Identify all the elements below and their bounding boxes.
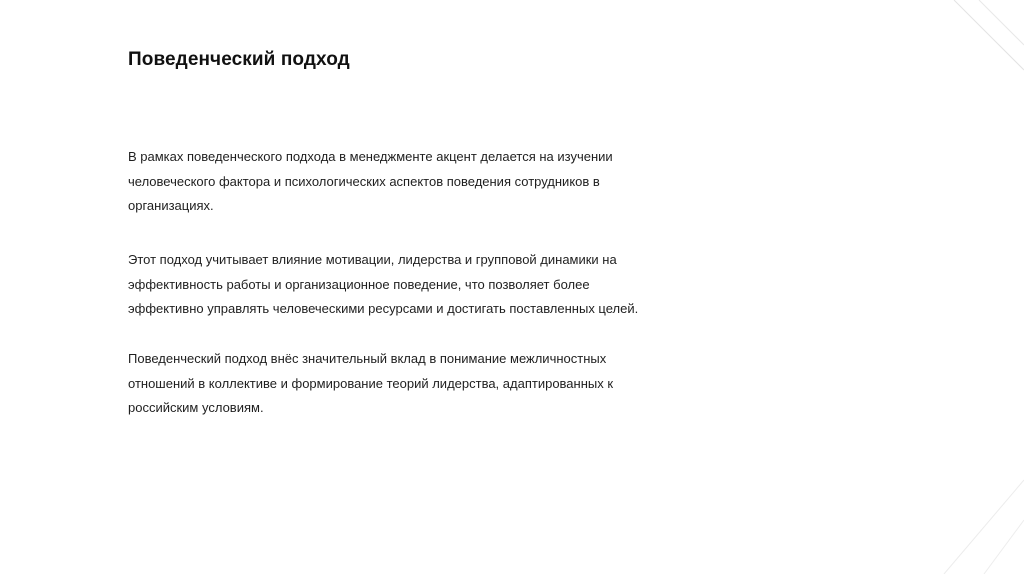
corner-line-2 — [979, 0, 1024, 45]
paragraph-line: организациях. — [128, 198, 214, 213]
corner-line-4 — [984, 520, 1024, 574]
corner-line-3 — [944, 480, 1024, 574]
paragraph-line: Этот подход учитывает влияние мотивации, лидерства и групповой динамики на — [128, 252, 617, 267]
paragraph-line: эффективно управлять человеческими ресурсами и достигать поставленных целей. — [128, 301, 639, 316]
slide-title: Поведенческий подход — [128, 49, 350, 70]
paragraph-line: Поведенческий подход внёс значительный вклад в понимание межличностных — [128, 351, 607, 366]
corner-decoration — [934, 0, 1024, 574]
paragraph-2 — [128, 248, 688, 322]
paragraph-line: российским условиям. — [128, 400, 264, 415]
paragraph-line: эффективность работы и организационное поведение, что позволяет более — [128, 276, 590, 292]
paragraph-line: В рамках поведенческого подхода в менеджменте акцент делается на изучении — [128, 149, 613, 164]
paragraph-1 — [128, 145, 688, 219]
paragraph-line: человеческого фактора и психологических аспектов поведения сотрудников в — [128, 173, 600, 189]
paragraph-line: отношений в коллективе и формирование теорий лидерства, адаптированных к — [128, 375, 614, 391]
paragraph-3 — [128, 347, 688, 421]
corner-line-1 — [954, 0, 1024, 70]
